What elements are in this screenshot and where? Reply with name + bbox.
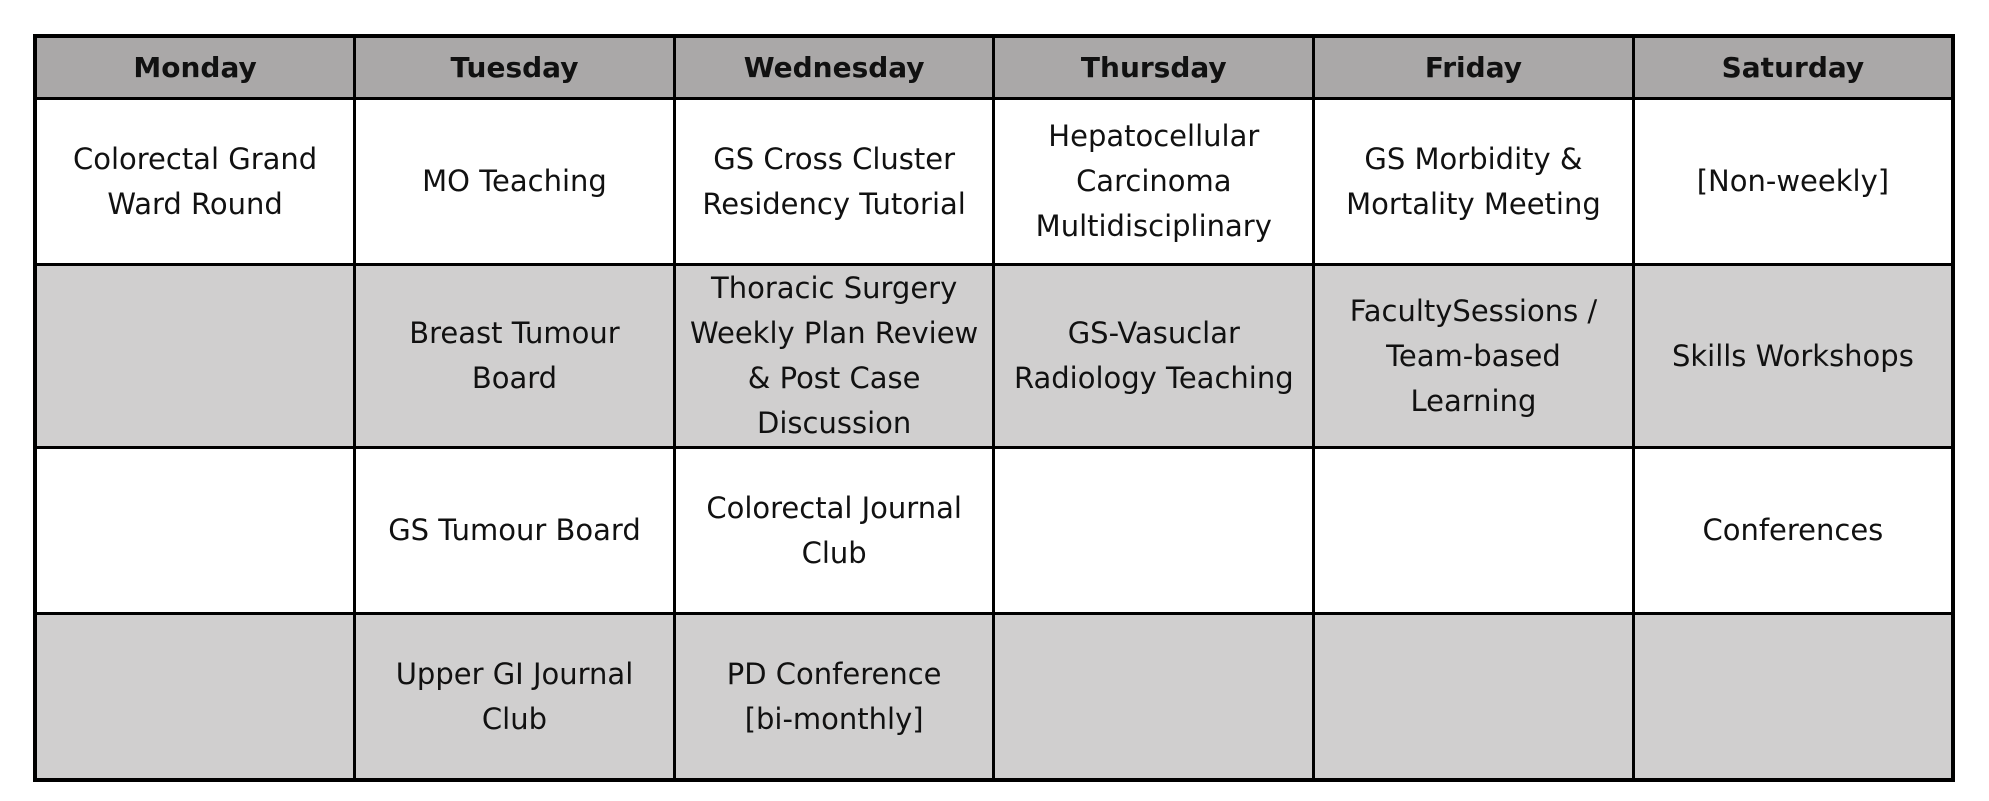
cell-text: Breast Tumour Board [409,316,620,395]
header-friday: Friday [1314,36,1634,99]
table-cell [674,448,994,614]
table-cell [35,614,355,781]
table-cell [1633,614,1953,781]
header-wednesday: Wednesday [674,36,994,99]
table-row [35,99,1953,265]
cell-text: [Non-weekly] [1696,164,1890,198]
table-cell [1314,99,1634,265]
table-cell [994,614,1314,781]
table-cell [355,99,675,265]
header-saturday: Saturday [1633,36,1953,99]
cell-text: Skills Workshops [1671,338,1914,373]
table-cell [1314,614,1634,781]
table-cell [1633,448,1953,614]
table-cell [1314,265,1634,448]
cell-text: GS Tumour Board [388,513,641,547]
cell-text: Hepatocellular Carcinoma Multidisciplinary [1035,119,1272,243]
table-row [35,448,1953,614]
header-tuesday: Tuesday [355,36,675,99]
cell-text: Colorectal Grand Ward Round [72,141,318,221]
header-monday: Monday [35,36,355,99]
table-cell [355,265,675,448]
table-row [35,265,1953,448]
weekly-schedule-table [33,34,1955,782]
cell-text: Upper GI Journal Club [395,656,634,736]
header-thursday: Thursday [994,36,1314,99]
table-cell [994,448,1314,614]
table-cell [674,614,994,781]
cell-text: Conferences [1702,513,1884,547]
table-cell [1314,448,1634,614]
table-cell [35,99,355,265]
table-cell [35,265,355,448]
table-cell [355,614,675,781]
cell-text: PD Conference [bi-monthly] [726,656,942,736]
cell-text: GS-Vasuclar Radiology Teaching [1013,316,1294,395]
cell-text: Thoracic Surgery Weekly Plan Review & Post Case Discussion [690,271,979,440]
cell-text: Colorectal Journal Club [706,490,962,570]
table-cell [1633,99,1953,265]
table-row [35,614,1953,781]
table-cell [674,99,994,265]
cell-text: GS Morbidity & Mortality Meeting [1346,141,1601,221]
table-cell [994,265,1314,448]
header-row [35,36,1953,99]
table-cell [35,448,355,614]
table-cell [674,265,994,448]
table-cell [1633,265,1953,448]
cell-text: MO Teaching [422,164,607,198]
table-cell [355,448,675,614]
table-cell [994,99,1314,265]
cell-text: GS Cross Cluster Residency Tutorial [702,141,966,221]
cell-text: FacultySessions / Team-based Learning [1349,293,1598,418]
